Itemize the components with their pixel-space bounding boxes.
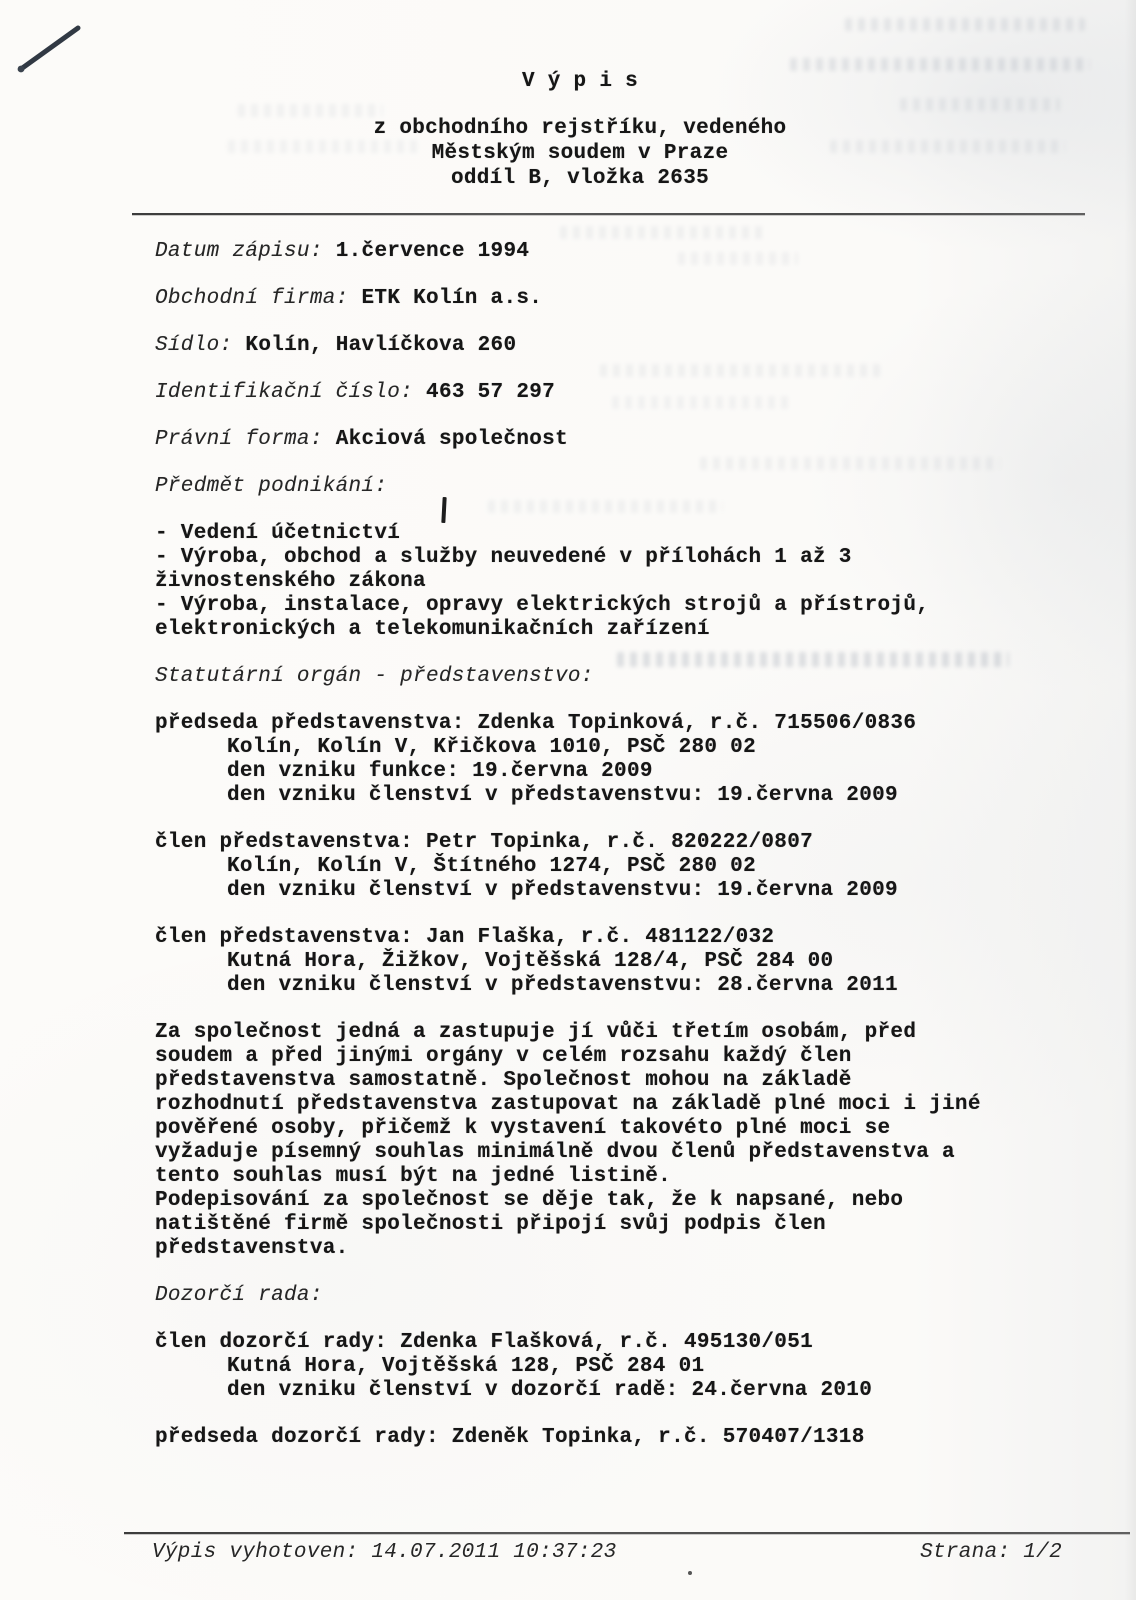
paragraph-line: pověřené osoby, přičemž k vystavení takovéto plné moci se	[155, 1117, 891, 1140]
paragraph-line: vyžaduje písemný souhlas minimálně dvou členů představenstva a	[155, 1141, 955, 1164]
signing-rules-paragraph	[155, 1021, 1085, 1261]
supervisory-member-block	[155, 1426, 1085, 1450]
subtitle-line: oddíl B, vložka 2635	[450, 167, 710, 190]
paragraph-line: natištěné firmě společnosti připojí svůj podpis člen	[155, 1213, 826, 1236]
footer-generated-timestamp: Výpis vyhotoven: 14.07.2011 10:37:23	[152, 1541, 617, 1564]
member-detail-line: den vzniku členství v představenstvu: 19.června 2009	[227, 879, 898, 902]
field-obchodni-firma	[155, 287, 1085, 311]
business-activity-line: - Výroba, instalace, opravy elektrických strojů a přístrojů,	[155, 594, 930, 617]
field-value: 463 57 297	[426, 381, 556, 404]
paragraph-line: představenstva.	[155, 1237, 349, 1260]
document-body	[155, 0, 1085, 1473]
member-role-line: člen představenstva: Petr Topinka, r.č. 820222/0807	[155, 831, 814, 854]
field-value: 1.července 1994	[335, 240, 530, 263]
field-label: Datum zápisu:	[155, 240, 323, 263]
member-role-line: předseda představenstva: Zdenka Topinková, r.č. 715506/0836	[155, 712, 917, 735]
field-label: Obchodní firma:	[155, 287, 349, 310]
field-value: Kolín, Havlíčkova 260	[245, 334, 517, 357]
section-heading-statutarni-organ: Statutární orgán - představenstvo:	[155, 665, 594, 688]
document-header	[155, 70, 1005, 191]
member-detail-line: den vzniku členství v představenstvu: 28.června 2011	[227, 974, 898, 997]
field-identifikacni-cislo	[155, 381, 1085, 405]
paragraph-line: soudem a před jinými orgány v celém rozsahu každý člen	[155, 1045, 852, 1068]
subtitle-line: Městským soudem v Praze	[431, 142, 729, 165]
member-address-line: Kolín, Kolín V, Křičkova 1010, PSČ 280 02	[227, 736, 756, 759]
board-member-block	[155, 712, 1085, 808]
dot-artifact	[688, 1571, 692, 1575]
footer-divider-rule	[124, 1532, 1130, 1534]
paragraph-line: tento souhlas musí být na jedné listině.	[155, 1165, 672, 1188]
field-label: Právní forma:	[155, 428, 323, 451]
member-role-line: člen dozorčí rady: Zdenka Flašková, r.č. 495130/051	[155, 1331, 814, 1354]
page-title: V ý p i s	[521, 70, 639, 93]
pen-stroke-artifact	[14, 20, 88, 78]
register-fields	[155, 240, 1085, 452]
field-pravni-forma	[155, 428, 1085, 452]
business-activity-line: živnostenského zákona	[155, 570, 426, 593]
business-activities	[155, 522, 1085, 642]
section-heading-predmet-podnikani: Předmět podnikání:	[155, 475, 388, 498]
board-member-block	[155, 831, 1085, 903]
member-address-line: Kutná Hora, Žižkov, Vojtěšská 128/4, PSČ 284 00	[227, 950, 834, 973]
member-detail-line: den vzniku členství v dozorčí radě: 24.června 2010	[227, 1379, 873, 1402]
field-label: Sídlo:	[155, 334, 233, 357]
paragraph-line: Podepisování za společnost se děje tak, že k napsané, nebo	[155, 1189, 904, 1212]
member-role-line: předseda dozorčí rady: Zdeněk Topinka, r.č. 570407/1318	[155, 1426, 865, 1449]
field-value: Akciová společnost	[335, 428, 568, 451]
section-heading-dozorci-rada: Dozorčí rada:	[155, 1284, 323, 1307]
member-role-line: člen představenstva: Jan Flaška, r.č. 481122/032	[155, 926, 775, 949]
footer-page-number: Strana: 1/2	[920, 1541, 1062, 1564]
member-detail-line: den vzniku členství v představenstvu: 19.června 2009	[227, 784, 898, 807]
field-sidlo	[155, 334, 1085, 358]
business-activity-line: - Vedení účetnictví	[155, 522, 401, 545]
board-member-block	[155, 926, 1085, 998]
field-label: Identifikační číslo:	[155, 381, 414, 404]
paragraph-line: Za společnost jedná a zastupuje jí vůči třetím osobám, před	[155, 1021, 917, 1044]
member-address-line: Kolín, Kolín V, Štítného 1274, PSČ 280 02	[227, 855, 756, 878]
paragraph-line: představenstva samostatně. Společnost mohou na základě	[155, 1069, 852, 1092]
business-activity-line: elektronických a telekomunikačních zařízení	[155, 618, 710, 641]
supervisory-member-block	[155, 1331, 1085, 1403]
member-address-line: Kutná Hora, Vojtěšská 128, PSČ 284 01	[227, 1355, 705, 1378]
paragraph-line: rozhodnutí představenstva zastupovat na základě plné moci i jiné	[155, 1093, 981, 1116]
field-value: ETK Kolín a.s.	[361, 287, 543, 310]
member-detail-line: den vzniku funkce: 19.června 2009	[227, 760, 653, 783]
field-datum-zapisu	[155, 240, 1085, 264]
subtitle-line: z obchodního rejstříku, vedeného	[373, 117, 787, 140]
business-activity-line: - Výroba, obchod a služby neuvedené v přílohách 1 až 3	[155, 546, 852, 569]
